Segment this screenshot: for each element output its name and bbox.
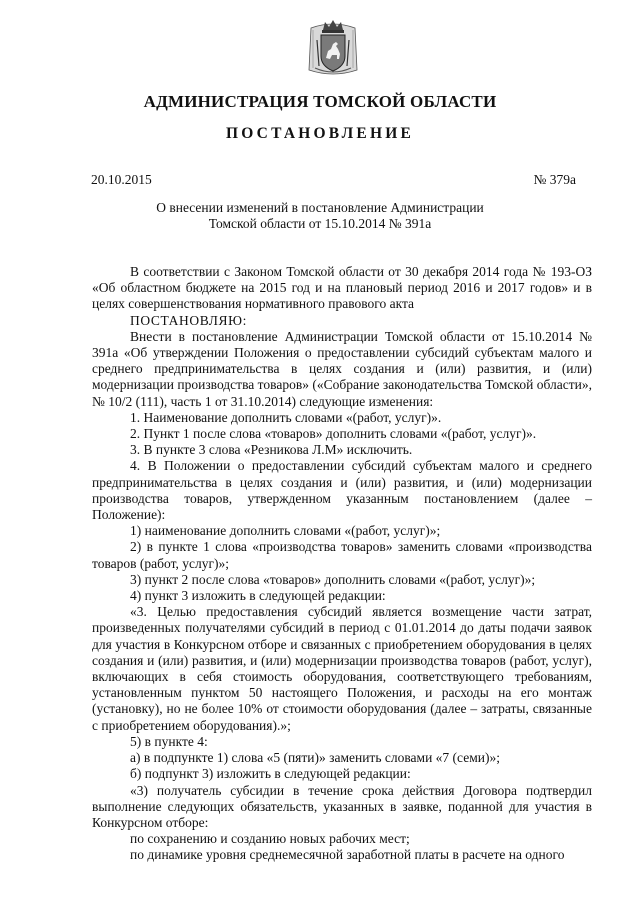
- sub-item: 3) пункт 2 после слова «товаров» дополнить словами «(работ, услуг)»;: [130, 571, 536, 587]
- main-paragraph: Внести в постановление Администрации Томской области от 15.10.2014 № 391а «Об утверждении Положения о предоставлении субсидий субъектам малого и среднего предпринимательства в целях создания и (или) развития, и (или) модернизации производства товаров» («Собрание законодательства Томской области», № 10/2 (111), часть 1 от 31.10.2014) следующие изменения:: [92, 328, 592, 409]
- intro-paragraph: В соответствии с Законом Томской области от 30 декабря 2014 года № 193-ОЗ «Об областном бюджете на 2015 год и на плановый период 2016 и 2017 годов» и в целях совершенствования нормативного правового акта: [92, 264, 592, 312]
- subject-line: Томской области от 15.10.2014 № 391а: [208, 216, 432, 231]
- tomsk-coat-of-arms-icon: [305, 18, 361, 80]
- document-type-title: ПОСТАНОВЛЕНИЕ: [225, 125, 415, 142]
- list-item: 2. Пункт 1 после слова «товаров» дополнить словами «(работ, услуг)».: [130, 426, 537, 442]
- sub-item: а) в подпункте 1) слова «5 (пяти)» заменить словами «7 (семи)»;: [130, 750, 500, 766]
- list-item: по динамике уровня среднемесячной заработной платы в расчете на одного: [130, 847, 565, 863]
- sub-item: 5) в пункте 4:: [130, 733, 208, 749]
- document-subject: [0, 200, 640, 232]
- sub-item: 4) пункт 3 изложить в следующей редакции:: [130, 588, 386, 604]
- list-item: по сохранению и созданию новых рабочих мест;: [130, 831, 410, 847]
- list-item: 4. В Положении о предоставлении субсидий субъектам малого и среднего предпринимательства в целях создания и (или) развития, и (или) модернизации производства товаров, утвержденном указанным постановлением (далее – Положение):: [92, 458, 592, 523]
- decree-word: ПОСТАНОВЛЯЮ:: [130, 312, 247, 328]
- list-item: 1. Наименование дополнить словами «(работ, услуг)».: [130, 409, 442, 425]
- sub-item: 1) наименование дополнить словами «(работ, услуг)»;: [130, 523, 441, 539]
- quoted-paragraph: «3. Целью предоставления субсидий является возмещение части затрат, произведенных получателями субсидий в период с 01.01.2014 до даты подачи заявок для участия в Конкурсном отборе и связанных с приобретением оборудования в целях создания и (или) развития, и (или) модернизации производства товаров (работ, услуг), включающих в себя стоимость оборудования, соответствующего требованиям, установленным пунктом 50 настоящего Положения, и расходы на его монтаж (установку), но не более 10% от стоимости оборудования (далее – затраты, связанные с приобретением оборудования).»;: [92, 604, 592, 733]
- subject-line: О внесении изменений в постановление Администрации: [156, 200, 484, 215]
- document-date: 20.10.2015: [91, 172, 152, 187]
- document-body: [92, 264, 592, 864]
- sub-item: б) подпункт 3) изложить в следующей редакции:: [130, 766, 411, 782]
- sub-item: 2) в пункте 1 слова «производства товаров» заменить словами «производства товаров (работ, услуг)»;: [92, 539, 592, 571]
- document-number: № 379а: [533, 172, 576, 187]
- list-item: 3. В пункте 3 слова «Резникова Л.М» исключить.: [130, 442, 413, 458]
- organization-title: АДМИНИСТРАЦИЯ ТОМСКОЙ ОБЛАСТИ: [143, 92, 497, 111]
- quoted-paragraph: «3) получатель субсидии в течение срока действия Договора подтвердил выполнение следующих обязательств, указанных в заявке, поданной для участия в Конкурсном отборе:: [92, 782, 592, 830]
